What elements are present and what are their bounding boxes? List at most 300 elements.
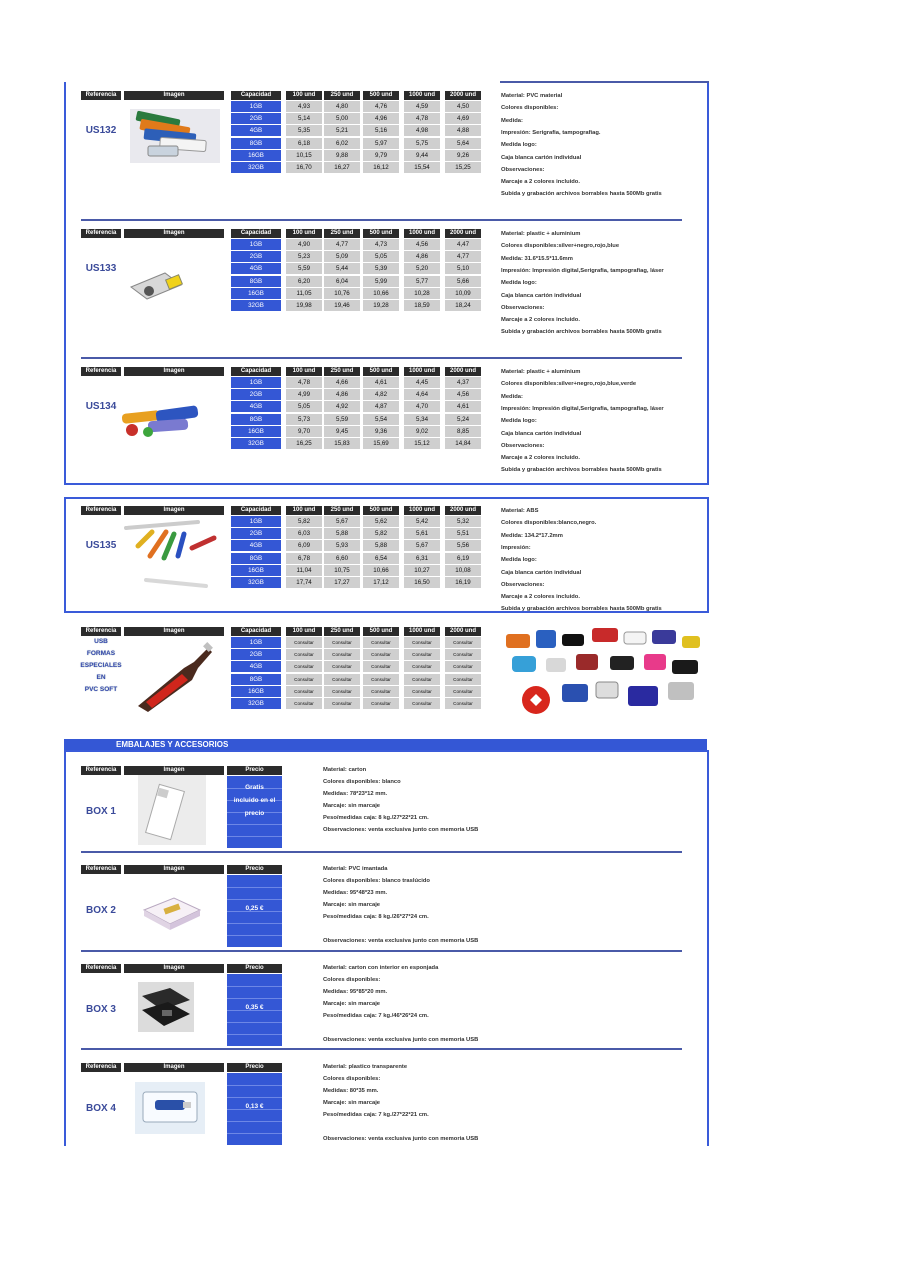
header-qty: 1000 und — [404, 627, 440, 636]
price-cell: 4,78 — [286, 377, 322, 388]
price-cell: 11,04 — [286, 565, 322, 576]
price-cell: 5,67 — [324, 516, 360, 527]
capacity-cell: 32GB — [231, 162, 281, 173]
price-cell: 9,26 — [445, 150, 481, 161]
spec-line: Marcaje a 2 colores incluido. — [501, 317, 580, 324]
price-cell: 9,36 — [363, 426, 399, 437]
header-price: Precio — [227, 1063, 282, 1072]
product-ref: US134 — [85, 401, 117, 412]
divider — [64, 483, 709, 485]
consult-cell: Consultar — [404, 698, 440, 709]
capacity-cell: 4GB — [231, 661, 281, 672]
us133-image — [125, 257, 195, 303]
consult-cell: Consultar — [286, 686, 322, 697]
consult-cell: Consultar — [286, 661, 322, 672]
box-spec-line: Colores disponibles: — [323, 977, 381, 983]
capacity-cell: 1GB — [231, 377, 281, 388]
header-qty: 1000 und — [404, 367, 440, 376]
consult-cell: Consultar — [363, 637, 399, 648]
price-cell: 10,75 — [324, 565, 360, 576]
spec-line: Material: ABS — [501, 508, 539, 514]
consult-cell: Consultar — [324, 698, 360, 709]
header-qty: 100 und — [286, 506, 322, 515]
price-cell: 5,32 — [445, 516, 481, 527]
header-capacity: Capacidad — [231, 229, 281, 238]
header-ref: Referencia — [81, 367, 121, 376]
spec-line: Medida logo: — [501, 142, 537, 149]
consult-cell: Consultar — [363, 649, 399, 660]
price-cell: 5,82 — [363, 528, 399, 539]
box-price-line: 0,35 € — [245, 1004, 264, 1011]
consult-cell: Consultar — [324, 649, 360, 660]
spec-line: Observaciones: — [501, 166, 545, 173]
box-price-line: precio — [244, 810, 265, 817]
section-title: EMBALAJES Y ACCESORIOS — [116, 740, 229, 749]
price-cell: 4,98 — [404, 125, 440, 136]
price-cell: 4,86 — [404, 251, 440, 262]
header-ref: Referencia — [81, 506, 121, 515]
consult-cell: Consultar — [404, 637, 440, 648]
price-cell: 4,61 — [445, 401, 481, 412]
price-cell: 4,86 — [324, 389, 360, 400]
price-cell: 10,09 — [445, 288, 481, 299]
consult-cell: Consultar — [286, 674, 322, 685]
price-cell: 5,66 — [445, 276, 481, 287]
spec-line: Caja blanca cartón individual — [501, 292, 582, 299]
price-cell: 5,64 — [445, 138, 481, 149]
price-cell: 17,12 — [363, 577, 399, 588]
spec-line: Marcaje a 2 colores incluido. — [501, 594, 580, 601]
capacity-cell: 32GB — [231, 577, 281, 588]
price-cell: 6,02 — [324, 138, 360, 149]
consult-cell: Consultar — [445, 674, 481, 685]
product-ref: US133 — [85, 263, 117, 274]
price-cell: 5,73 — [286, 414, 322, 425]
capacity-cell: 4GB — [231, 263, 281, 274]
header-qty: 500 und — [363, 627, 399, 636]
price-cell: 4,70 — [404, 401, 440, 412]
header-ref: Referencia — [81, 865, 121, 874]
price-cell: 4,77 — [324, 239, 360, 250]
price-cell: 4,88 — [445, 125, 481, 136]
spec-line: Medida: — [501, 393, 523, 400]
price-cell: 15,25 — [445, 162, 481, 173]
box-ref: BOX 3 — [85, 1004, 116, 1015]
capacity-cell: 2GB — [231, 113, 281, 124]
spec-line: Observaciones: — [501, 304, 545, 311]
price-cell: 9,45 — [324, 426, 360, 437]
consult-cell: Consultar — [363, 686, 399, 697]
box-price — [227, 875, 282, 947]
price-cell: 4,82 — [363, 389, 399, 400]
price-cell: 4,92 — [324, 401, 360, 412]
price-cell: 5,42 — [404, 516, 440, 527]
price-cell: 19,98 — [286, 300, 322, 311]
price-cell: 5,21 — [324, 125, 360, 136]
special-ref-line: USB — [94, 638, 108, 645]
price-cell: 6,54 — [363, 553, 399, 564]
consult-cell: Consultar — [324, 686, 360, 697]
price-cell: 5,16 — [363, 125, 399, 136]
box-spec-line: Marcaje: sin marcaje — [323, 1001, 381, 1007]
price-cell: 5,62 — [363, 516, 399, 527]
box-price — [227, 1073, 282, 1145]
price-cell: 5,59 — [324, 414, 360, 425]
price-cell: 5,35 — [286, 125, 322, 136]
price-cell: 5,56 — [445, 540, 481, 551]
capacity-cell: 2GB — [231, 649, 281, 660]
box-spec-line: Medidas: 80*35 mm. — [323, 1088, 379, 1094]
price-cell: 4,90 — [286, 239, 322, 250]
price-cell: 14,84 — [445, 438, 481, 449]
box-spec-line: Observaciones: venta exclusiva junto con memoria USB — [323, 1037, 479, 1043]
capacity-cell: 1GB — [231, 101, 281, 112]
header-qty: 100 und — [286, 229, 322, 238]
box-spec-line: Peso/medidas caja: 7 kg./27*22*21 cm. — [323, 1112, 429, 1118]
price-cell: 10,28 — [404, 288, 440, 299]
box-spec-line: Observaciones: venta exclusiva junto con memoria USB — [323, 827, 479, 833]
header-qty: 250 und — [324, 229, 360, 238]
box3-image — [138, 982, 194, 1032]
capacity-cell: 16GB — [231, 150, 281, 161]
price-cell: 4,69 — [445, 113, 481, 124]
us135-image — [118, 518, 218, 598]
price-cell: 16,19 — [445, 577, 481, 588]
header-ref: Referencia — [81, 91, 121, 100]
capacity-cell: 2GB — [231, 251, 281, 262]
spec-line: Medida: — [501, 117, 523, 124]
consult-cell: Consultar — [445, 649, 481, 660]
capacity-cell: 4GB — [231, 540, 281, 551]
consult-cell: Consultar — [286, 637, 322, 648]
capacity-cell: 1GB — [231, 637, 281, 648]
consult-cell: Consultar — [404, 686, 440, 697]
price-cell: 5,61 — [404, 528, 440, 539]
spec-line: Observaciones: — [501, 581, 545, 588]
header-qty: 250 und — [324, 367, 360, 376]
price-cell: 4,64 — [404, 389, 440, 400]
box-spec-line: Marcaje: sin marcaje — [323, 803, 381, 809]
special-ref-line: FORMAS — [86, 650, 116, 657]
box2-image — [138, 880, 206, 932]
box-spec-line: Colores disponibles: — [323, 1076, 381, 1082]
spec-line: Material: plastic + aluminium — [501, 369, 581, 375]
capacity-cell: 4GB — [231, 401, 281, 412]
divider — [81, 357, 682, 359]
spec-line: Impresión: Impresión digital,Serigrafia, tampografiag, láser — [501, 405, 664, 412]
special-ref-line: ESPECIALES — [80, 662, 122, 669]
header-qty: 250 und — [324, 91, 360, 100]
price-cell: 4,93 — [286, 101, 322, 112]
spec-line: Marcaje a 2 colores incluido. — [501, 455, 580, 462]
price-cell: 10,76 — [324, 288, 360, 299]
price-cell: 9,79 — [363, 150, 399, 161]
price-cell: 10,27 — [404, 565, 440, 576]
consult-cell: Consultar — [286, 698, 322, 709]
spec-line: Subida y grabación archivos borrables hasta 500Mb gratis — [501, 329, 662, 336]
spec-line: Impresión: Impresión digital,Serigrafia, tampografiag, láser — [501, 267, 664, 274]
capacity-cell: 16GB — [231, 288, 281, 299]
price-cell: 16,27 — [324, 162, 360, 173]
header-qty: 100 und — [286, 367, 322, 376]
spec-line: Impresión: Serigrafia, tampografiag. — [501, 129, 601, 136]
divider — [81, 1048, 682, 1050]
capacity-cell: 32GB — [231, 300, 281, 311]
header-image: Imagen — [124, 367, 224, 376]
header-qty: 250 und — [324, 627, 360, 636]
consult-cell: Consultar — [363, 661, 399, 672]
header-qty: 250 und — [324, 506, 360, 515]
price-cell: 8,85 — [445, 426, 481, 437]
box-price — [227, 776, 282, 848]
price-cell: 5,51 — [445, 528, 481, 539]
header-qty: 2000 und — [445, 229, 481, 238]
header-qty: 500 und — [363, 91, 399, 100]
header-ref: Referencia — [81, 1063, 121, 1072]
price-cell: 9,88 — [324, 150, 360, 161]
price-cell: 5,05 — [363, 251, 399, 262]
divider — [81, 851, 682, 853]
header-price: Precio — [227, 766, 282, 775]
price-cell: 4,66 — [324, 377, 360, 388]
header-qty: 500 und — [363, 506, 399, 515]
header-ref: Referencia — [81, 229, 121, 238]
price-cell: 19,28 — [363, 300, 399, 311]
us134-image — [118, 400, 210, 440]
bottle-usb-image — [128, 640, 214, 714]
price-cell: 5,09 — [324, 251, 360, 262]
product-ref: US132 — [85, 125, 117, 136]
box4-image — [135, 1082, 205, 1134]
price-cell: 17,27 — [324, 577, 360, 588]
consult-cell: Consultar — [363, 698, 399, 709]
price-cell: 4,47 — [445, 239, 481, 250]
price-cell: 10,08 — [445, 565, 481, 576]
capacity-cell: 16GB — [231, 426, 281, 437]
price-cell: 6,20 — [286, 276, 322, 287]
box-spec-line: Material: carton con interior en esponjada — [323, 965, 439, 971]
consult-cell: Consultar — [324, 661, 360, 672]
box-ref: BOX 2 — [85, 905, 116, 916]
header-qty: 500 und — [363, 367, 399, 376]
price-cell: 6,78 — [286, 553, 322, 564]
header-image: Imagen — [124, 91, 224, 100]
spec-line: Caja blanca cartón individual — [501, 154, 582, 161]
pvc-usb-collection-image — [492, 626, 704, 718]
price-cell: 5,05 — [286, 401, 322, 412]
box-spec-line: Medidas: 95*85*20 mm. — [323, 989, 388, 995]
header-capacity: Capacidad — [231, 91, 281, 100]
price-cell: 5,14 — [286, 113, 322, 124]
price-cell: 6,19 — [445, 553, 481, 564]
consult-cell: Consultar — [445, 686, 481, 697]
header-capacity: Capacidad — [231, 367, 281, 376]
box-spec-line: Colores disponibles: blanco traslúcido — [323, 878, 430, 884]
header-qty: 2000 und — [445, 367, 481, 376]
header-capacity: Capacidad — [231, 627, 281, 636]
box-price-line: 0,25 € — [245, 905, 264, 912]
box-ref: BOX 4 — [85, 1103, 116, 1114]
price-cell: 5,20 — [404, 263, 440, 274]
box-spec-line: Peso/medidas caja: 8 kg./27*22*21 cm. — [323, 815, 429, 821]
price-cell: 5,23 — [286, 251, 322, 262]
price-cell: 4,87 — [363, 401, 399, 412]
price-cell: 4,96 — [363, 113, 399, 124]
special-ref-line: EN — [96, 674, 106, 681]
spec-line: Medida: 31.6*15.5*11.6mm — [501, 255, 573, 262]
capacity-cell: 4GB — [231, 125, 281, 136]
box-spec-line: Peso/medidas caja: 7 kg./46*26*24 cm. — [323, 1013, 429, 1019]
price-cell: 5,54 — [363, 414, 399, 425]
price-cell: 6,04 — [324, 276, 360, 287]
capacity-cell: 16GB — [231, 686, 281, 697]
price-cell: 5,00 — [324, 113, 360, 124]
price-cell: 4,73 — [363, 239, 399, 250]
us132-image — [130, 109, 220, 163]
spec-line: Impresión: — [501, 544, 531, 551]
consult-cell: Consultar — [445, 661, 481, 672]
price-cell: 16,12 — [363, 162, 399, 173]
divider — [64, 750, 709, 752]
box-spec-line: Observaciones: venta exclusiva junto con memoria USB — [323, 1136, 479, 1142]
price-cell: 5,93 — [324, 540, 360, 551]
box-spec-line: Observaciones: venta exclusiva junto con memoria USB — [323, 938, 479, 944]
box-spec-line: Colores disponibles: blanco — [323, 779, 401, 785]
consult-cell: Consultar — [445, 637, 481, 648]
spec-line: Caja blanca cartón individual — [501, 569, 582, 576]
spec-line: Observaciones: — [501, 442, 545, 449]
price-cell: 17,74 — [286, 577, 322, 588]
price-cell: 5,10 — [445, 263, 481, 274]
spec-line: Medida logo: — [501, 280, 537, 287]
consult-cell: Consultar — [363, 674, 399, 685]
price-cell: 5,44 — [324, 263, 360, 274]
capacity-cell: 32GB — [231, 438, 281, 449]
consult-cell: Consultar — [286, 649, 322, 660]
price-cell: 4,78 — [404, 113, 440, 124]
capacity-cell: 32GB — [231, 698, 281, 709]
price-cell: 6,18 — [286, 138, 322, 149]
capacity-cell: 2GB — [231, 389, 281, 400]
spec-line: Colores disponibles:blanco,negro. — [501, 520, 597, 527]
header-qty: 100 und — [286, 627, 322, 636]
box-price-line: Gratis — [245, 784, 264, 791]
divider — [81, 950, 682, 952]
header-qty: 500 und — [363, 229, 399, 238]
capacity-cell: 8GB — [231, 553, 281, 564]
consult-cell: Consultar — [404, 674, 440, 685]
spec-line: Medida logo: — [501, 418, 537, 425]
price-cell: 4,56 — [445, 389, 481, 400]
price-cell: 4,37 — [445, 377, 481, 388]
header-qty: 1000 und — [404, 91, 440, 100]
divider-top — [500, 81, 709, 83]
capacity-cell: 8GB — [231, 674, 281, 685]
header-qty: 1000 und — [404, 506, 440, 515]
price-cell: 4,76 — [363, 101, 399, 112]
box-spec-line: Marcaje: sin marcaje — [323, 1100, 381, 1106]
price-cell: 4,59 — [404, 101, 440, 112]
consult-cell: Consultar — [404, 661, 440, 672]
spec-line: Medida logo: — [501, 557, 537, 564]
header-price: Precio — [227, 964, 282, 973]
capacity-cell: 16GB — [231, 565, 281, 576]
header-image: Imagen — [124, 506, 224, 515]
spec-line: Marcaje a 2 colores incluido. — [501, 179, 580, 186]
price-cell: 15,69 — [363, 438, 399, 449]
spec-line: Colores disponibles: — [501, 105, 559, 112]
box-price — [227, 974, 282, 1046]
spec-line: Medida: 134.2*17.2mm — [501, 532, 563, 539]
price-cell: 15,12 — [404, 438, 440, 449]
box-price-line: incluido en el — [233, 797, 276, 804]
section-bar — [64, 739, 707, 750]
price-cell: 15,54 — [404, 162, 440, 173]
box-spec-line: Marcaje: sin marcaje — [323, 902, 381, 908]
consult-cell: Consultar — [404, 649, 440, 660]
consult-cell: Consultar — [445, 698, 481, 709]
price-cell: 15,83 — [324, 438, 360, 449]
price-cell: 18,24 — [445, 300, 481, 311]
box-spec-line: Material: carton — [323, 767, 367, 773]
price-cell: 16,25 — [286, 438, 322, 449]
spec-line: Colores disponibles:silver+negro,rojo,blue — [501, 243, 620, 250]
price-cell: 5,82 — [286, 516, 322, 527]
price-cell: 5,97 — [363, 138, 399, 149]
spec-line: Colores disponibles:silver+negro,rojo,blue,verde — [501, 381, 637, 388]
header-image: Imagen — [124, 964, 224, 973]
price-cell: 16,50 — [404, 577, 440, 588]
spec-line: Material: plastic + aluminium — [501, 231, 581, 237]
price-cell: 9,44 — [404, 150, 440, 161]
header-price: Precio — [227, 865, 282, 874]
header-ref: Referencia — [81, 766, 121, 775]
box-spec-line: Peso/medidas caja: 8 kg./26*27*24 cm. — [323, 914, 429, 920]
capacity-cell: 2GB — [231, 528, 281, 539]
product-ref: US135 — [85, 540, 117, 551]
price-cell: 10,66 — [363, 288, 399, 299]
price-cell: 5,39 — [363, 263, 399, 274]
header-capacity: Capacidad — [231, 506, 281, 515]
header-image: Imagen — [124, 627, 224, 636]
capacity-cell: 8GB — [231, 414, 281, 425]
price-cell: 4,61 — [363, 377, 399, 388]
header-qty: 2000 und — [445, 91, 481, 100]
header-ref: Referencia — [81, 627, 121, 636]
capacity-cell: 1GB — [231, 516, 281, 527]
box-spec-line: Medidas: 95*48*23 mm. — [323, 890, 388, 896]
price-cell: 6,09 — [286, 540, 322, 551]
capacity-cell: 1GB — [231, 239, 281, 250]
box1-image — [138, 775, 206, 845]
capacity-cell: 8GB — [231, 276, 281, 287]
header-image: Imagen — [124, 1063, 224, 1072]
box-spec-line: Material: plastico transparente — [323, 1064, 408, 1070]
header-qty: 100 und — [286, 91, 322, 100]
price-cell: 4,99 — [286, 389, 322, 400]
box-price-line: 0,13 € — [245, 1103, 264, 1110]
special-ref-line: PVC SOFT — [84, 686, 118, 693]
price-cell: 4,56 — [404, 239, 440, 250]
box-ref: BOX 1 — [85, 806, 116, 817]
spec-line: Subida y grabación archivos borrables hasta 500Mb gratis — [501, 467, 662, 474]
consult-cell: Consultar — [324, 674, 360, 685]
header-ref: Referencia — [81, 964, 121, 973]
price-cell: 18,59 — [404, 300, 440, 311]
spec-line: Material: PVC material — [501, 93, 563, 99]
spec-line: Subida y grabación archivos borrables hasta 500Mb gratis — [501, 606, 662, 613]
price-cell: 10,15 — [286, 150, 322, 161]
